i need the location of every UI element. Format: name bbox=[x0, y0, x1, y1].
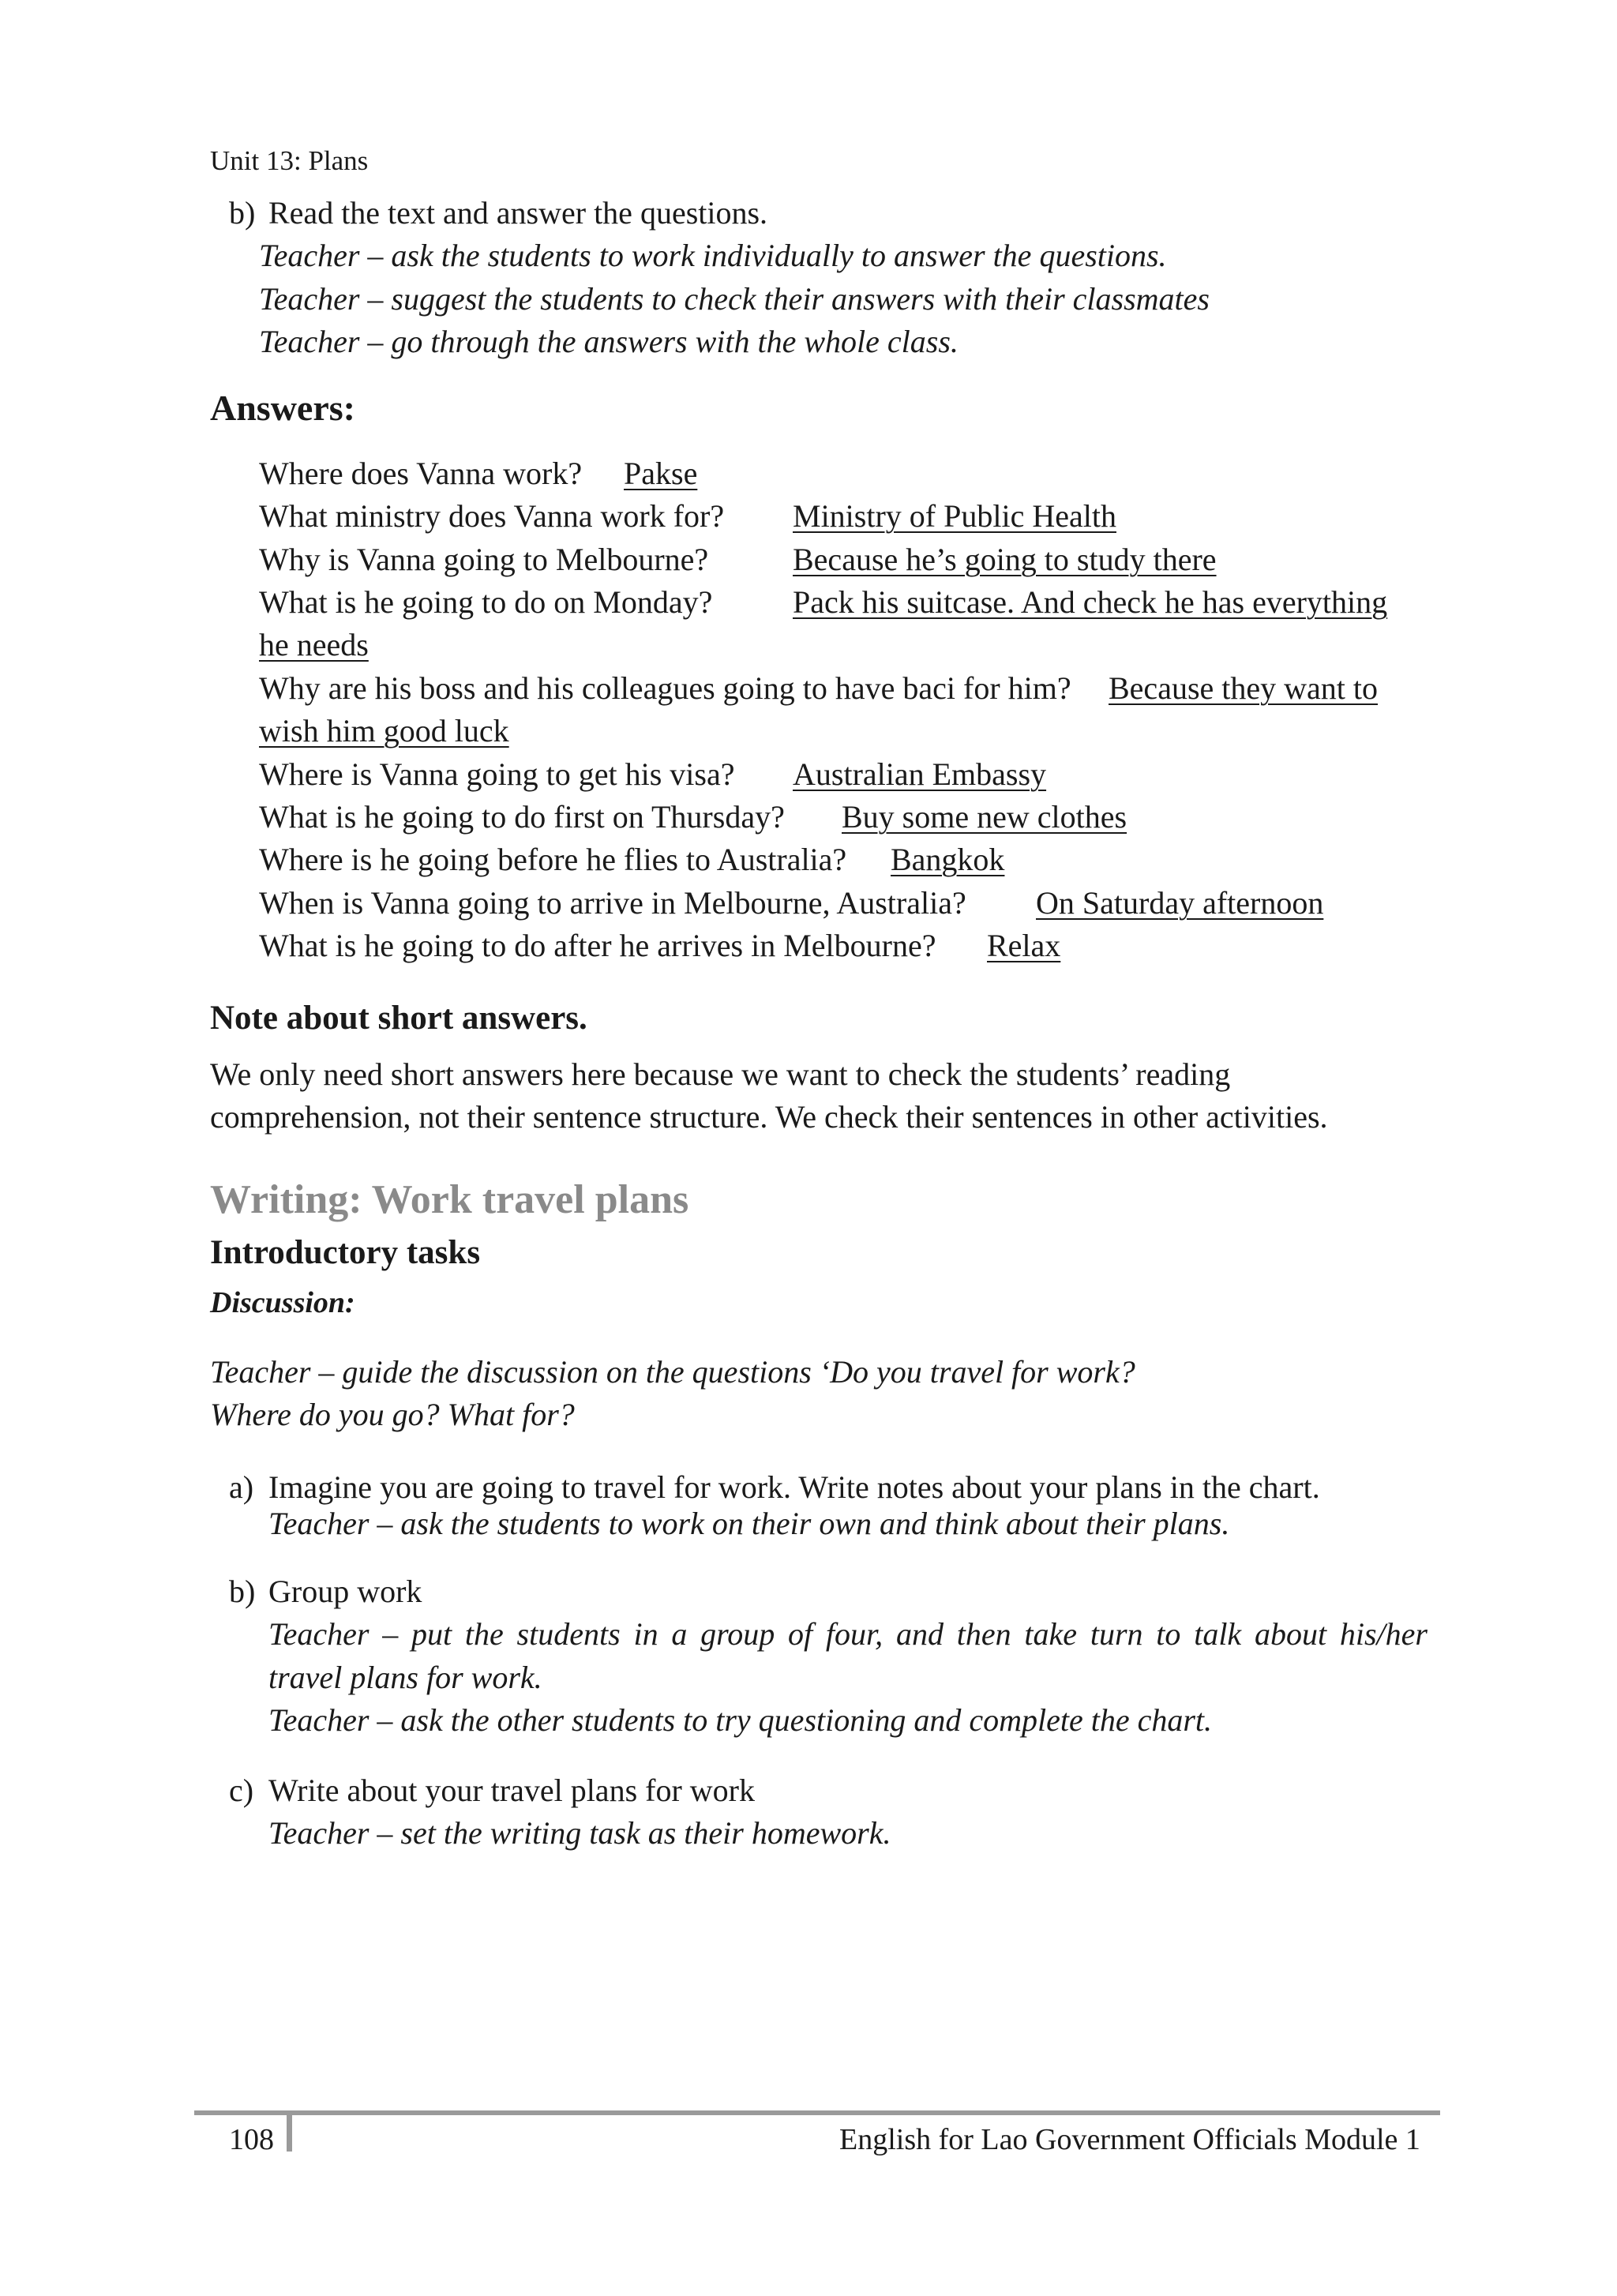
discussion-line: Teacher – guide the discussion on the questions ‘Do you travel for work? bbox=[210, 1354, 1135, 1390]
answer-6: Australian Embassy bbox=[793, 756, 1047, 792]
answers-heading: Answers: bbox=[210, 388, 355, 428]
note-heading: Note about short answers. bbox=[210, 1000, 587, 1037]
answer-4-continued: he needs bbox=[259, 627, 369, 662]
task-b-title: Group work bbox=[268, 1574, 422, 1609]
book-title: English for Lao Government Officials Module 1 bbox=[839, 2123, 1420, 2156]
task-a-instruction: Teacher – ask the students to work on their own and think about their plans. bbox=[268, 1506, 1230, 1541]
writing-heading: Writing: Work travel plans bbox=[210, 1177, 689, 1222]
instruction-line: Teacher – suggest the students to check their answers with their classmates bbox=[259, 281, 1210, 317]
task-a-marker: a) bbox=[229, 1469, 254, 1505]
answer-5: Because they want to bbox=[1109, 670, 1378, 706]
answer-1: Pakse bbox=[624, 456, 698, 491]
question-3: Why is Vanna going to Melbourne? bbox=[259, 542, 709, 577]
answer-10: Relax bbox=[987, 928, 1061, 963]
answer-4: Pack his suitcase. And check he has everything bbox=[793, 584, 1388, 620]
question-9: When is Vanna going to arrive in Melbourne, Australia? bbox=[259, 885, 966, 921]
answer-7: Buy some new clothes bbox=[842, 799, 1127, 835]
answer-8: Bangkok bbox=[891, 842, 1005, 877]
page-number: 108 bbox=[229, 2123, 274, 2156]
answer-9: On Saturday afternoon bbox=[1036, 885, 1324, 921]
note-line: We only need short answers here because we want to check the students’ reading bbox=[210, 1056, 1231, 1092]
note-line: comprehension, not their sentence structure. We check their sentences in other activities. bbox=[210, 1099, 1328, 1135]
instruction-line: Teacher – ask the students to work individually to answer the questions. bbox=[259, 238, 1167, 273]
question-8: Where is he going before he flies to Australia? bbox=[259, 842, 847, 877]
footer-rule bbox=[194, 2110, 1440, 2115]
intro-tasks-heading: Introductory tasks bbox=[210, 1234, 481, 1271]
question-6: Where is Vanna going to get his visa? bbox=[259, 756, 735, 792]
instruction-line: Teacher – go through the answers with the whole class. bbox=[259, 324, 959, 359]
task-b-instruction: travel plans for work. bbox=[268, 1660, 542, 1695]
answer-2: Ministry of Public Health bbox=[793, 498, 1116, 534]
answer-3: Because he’s going to study there bbox=[793, 542, 1217, 577]
section-b-title: Read the text and answer the questions. bbox=[268, 195, 768, 231]
task-c-instruction: Teacher – set the writing task as their homework. bbox=[268, 1815, 891, 1851]
question-5: Why are his boss and his colleagues going to have baci for him? bbox=[259, 670, 1071, 706]
task-c-title: Write about your travel plans for work bbox=[268, 1773, 755, 1808]
question-2: What ministry does Vanna work for? bbox=[259, 498, 725, 534]
question-4: What is he going to do on Monday? bbox=[259, 584, 713, 620]
question-7: What is he going to do first on Thursday? bbox=[259, 799, 785, 835]
section-b-marker: b) bbox=[229, 195, 256, 231]
task-b-instruction: Teacher – put the students in a group of four, and then take turn to talk about his/her bbox=[268, 1616, 1428, 1652]
footer-divider bbox=[287, 2110, 292, 2152]
running-header: Unit 13: Plans bbox=[210, 145, 369, 176]
task-b-instruction: Teacher – ask the other students to try questioning and complete the chart. bbox=[268, 1702, 1213, 1738]
task-b-marker: b) bbox=[229, 1574, 256, 1609]
question-1: Where does Vanna work? bbox=[259, 456, 583, 491]
answer-5-continued: wish him good luck bbox=[259, 713, 509, 748]
question-10: What is he going to do after he arrives in Melbourne? bbox=[259, 928, 936, 963]
task-a-title: Imagine you are going to travel for work. Write notes about your plans in the chart. bbox=[268, 1469, 1320, 1505]
discussion-line: Where do you go? What for? bbox=[210, 1397, 575, 1432]
discussion-label: Discussion: bbox=[210, 1286, 355, 1319]
task-c-marker: c) bbox=[229, 1773, 254, 1808]
